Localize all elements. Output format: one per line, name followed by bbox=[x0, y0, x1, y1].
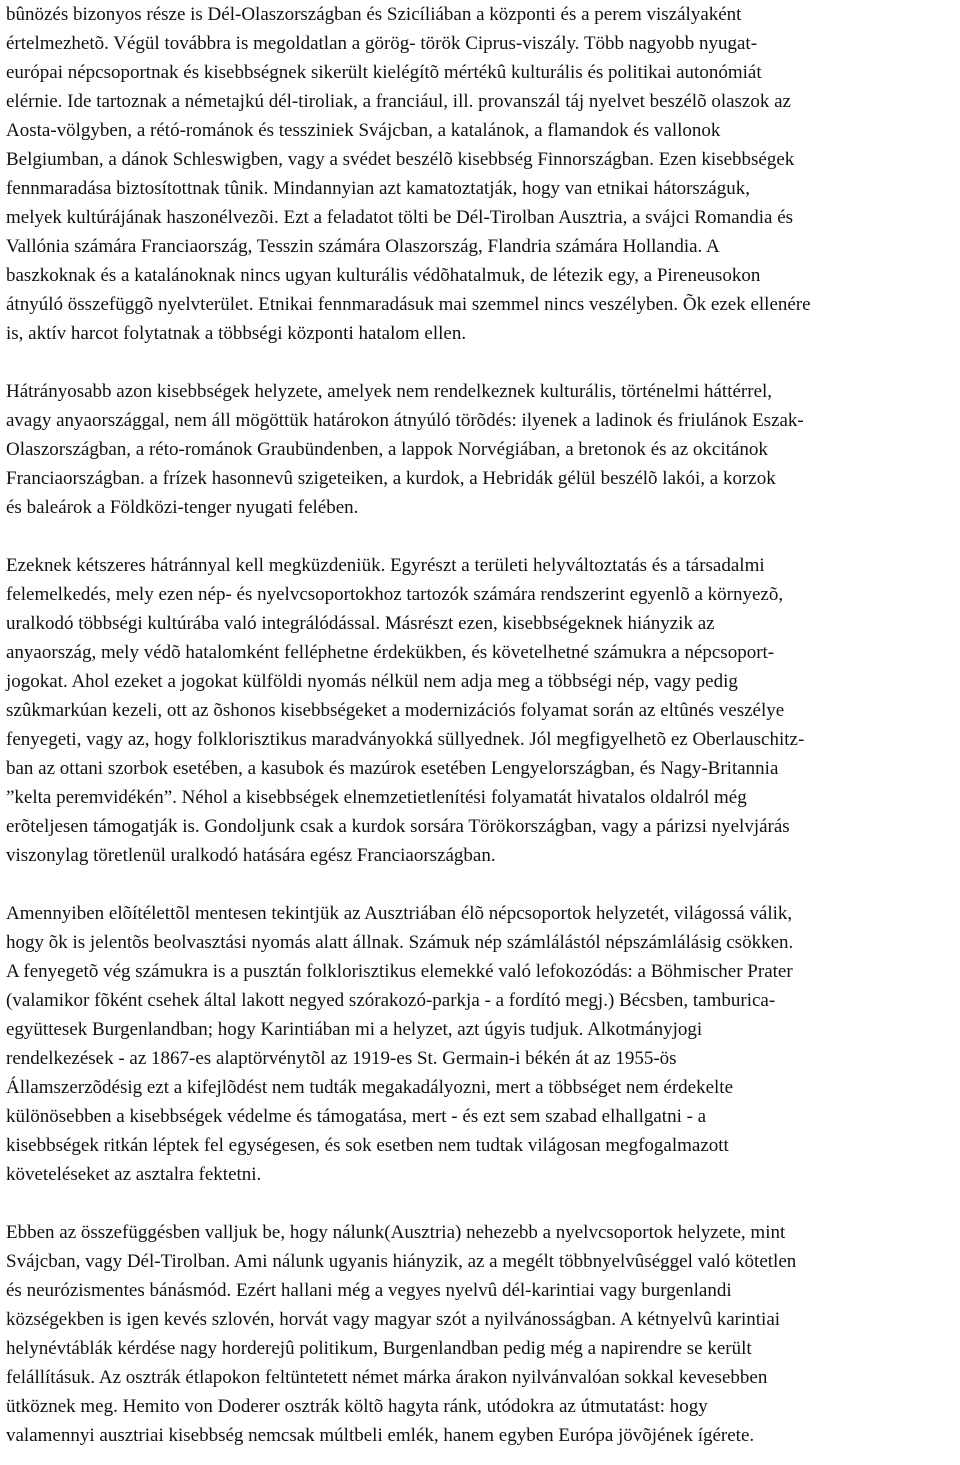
paragraph-2: Hátrányosabb azon kisebbségek helyzete, amelyek nem rendelkeznek kulturális, történelmi háttérrel, avagy anyaországgal, nem áll mögöttük határokon átnyúló törõdés: ilyenek a ladinok és friulánok Eszak- Olaszországban, a réto-románok Graubündenben, a lappok Norvégiában, a bretonok és az okcitánok Franciaországban. a frízek hasonnevû szigeteiken, a kurdok, a Hebridák gélül beszélõ lakói, a korzok és baleárok a Földközi-tenger nyugati felében. bbox=[6, 381, 804, 518]
paragraph-1: bûnözés bizonyos része is Dél-Olaszországban és Szicíliában a központi és a perem viszályaként értelmezhetõ. Végül továbbra is megoldatlan a görög- török Ciprus-viszály. Több nagyobb nyugat- európai népcsoportnak és kisebbségnek sikerült kielégítõ mértékû kulturális és politikai autonómiát elérnie. Ide tartoznak a németajkú dél-tiroliak, a franciául, ill. provanszál táj nyelvet beszélõ olaszok az Aosta-völgyben, a rétó-románok és tessziniek Svájcban, a katalánok, a flamandok és vallonok Belgiumban, a dánok Schleswigben, vagy a svédet beszélõ kisebbség Finnországban. Ezen kisebbségek fennmaradása biztosítottnak tûnik. Mindannyian azt kamatoztatják, hogy van etnikai hátországuk, melyek kultúrájának haszonélvezõi. Ezt a feladatot tölti be Dél-Tirolban Ausztria, a svájci Romandia és Vallónia számára Franciaország, Tesszin számára Olaszország, Flandria számára Hollandia. A baszkoknak és a katalánoknak nincs ugyan kulturális védõhatalmuk, de létezik egy, a Pireneusokon átnyúló összefüggõ nyelvterület. Etnikai fennmaradásuk mai szemmel nincs veszélyben. Õk ezek ellenére is, aktív harcot folytatnak a többségi központi hatalom ellen. bbox=[6, 4, 811, 344]
paragraph-3: Ezeknek kétszeres hátránnyal kell megküzdeniük. Egyrészt a területi helyváltoztatás és a társadalmi felemelkedés, mely ezen nép- és nyelvcsoportokhoz tartozók számára rendszerint egyenlõ a környezõ, uralkodó többségi kultúrába való integrálódással. Másrészt ezen, kisebbségeknek hiányzik az anyaország, mely védõ hatalomként felléphetne érdekükben, és követelhetné számukra a népcsoport- jogokat. Ahol ezeket a jogokat külföldi nyomás nélkül nem adja meg a többségi nép, vagy pedig szûkmarkúan kezeli, ott az õshonos kisebbségeket a modernizációs folyamat során az eltûnés veszélye fenyegeti, vagy az, hogy folklorisztikus maradványokká süllyednek. Jól megfigyelhetõ ez Oberlauschitz- ban az ottani szorbok esetében, a kasubok és mazúrok esetében Lengyelországban, és Nagy-Britannia ”kelta peremvidékén”. Néhol a kisebbségek elnemzetietlenítési folyamatát hivatalos oldalról még erõteljesen támogatják is. Gondoljunk csak a kurdok sorsára Törökországban, vagy a párizsi nyelvjárás viszonylag töretlenül uralkodó hatására egész Franciaországban. bbox=[6, 555, 805, 866]
paragraph-4: Amennyiben elõítélettõl mentesen tekintjük az Ausztriában élõ népcsoportok helyzetét, világossá válik, hogy õk is jelentõs beolvasztási nyomás alatt állnak. Számuk nép számlálástól népszámlálásig csökken. A fenyegetõ vég számukra is a pusztán folklorisztikus elemekké való lefokozódás: a Böhmischer Prater (valamikor fõként csehek által lakott negyed szórakozó-parkja - a fordító megj.) Bécsben, tamburica- együttesek Burgenlandban; hogy Karintiában mi a helyzet, azt úgyis tudjuk. Alkotmányjogi rendelkezések - az 1867-es alaptörvénytõl az 1919-es St. Germain-i békén át az 1955-ös Államszerzõdésig ezt a kifejlõdést nem tudták megakadályozni, mert a többséget nem érdekelte különösebben a kisebbségek védelme és támogatása, mert - és ezt sem szabad elhallgatni - a kisebbségek ritkán léptek fel egységesen, és sok esetben nem tudtak világosan megfogalmazott követeléseket az asztalra fektetni. bbox=[6, 903, 794, 1185]
paragraph-5: Ebben az összefüggésben valljuk be, hogy nálunk(Ausztria) nehezebb a nyelvcsoportok helyzete, mint Svájcban, vagy Dél-Tirolban. Ami nálunk ugyanis hiányzik, az a megélt többnyelvûséggel való kötetlen és neurózismentes bánásmód. Ezért hallani még a vegyes nyelvû dél-karintiai vagy burgenlandi községekben is igen kevés szlovén, horvát vagy magyar szót a nyilvánosságban. A kétnyelvû karintiai helynévtáblák kérdése nagy horderejû politikum, Burgenlandban pedig még a napirendre se került felállításuk. Az osztrák étlapokon feltüntetett német márka árakon nyilvánvalóan sokkal kevesebben ütköznek meg. Hemito von Doderer osztrák költõ hagyta ránk, utódokra az útmutatást: hogy valamennyi ausztriai kisebbség nemcsak múltbeli emlék, hanem egyben Európa jövõjének ígérete. bbox=[6, 1222, 797, 1446]
document-page bbox=[6, 0, 956, 1450]
